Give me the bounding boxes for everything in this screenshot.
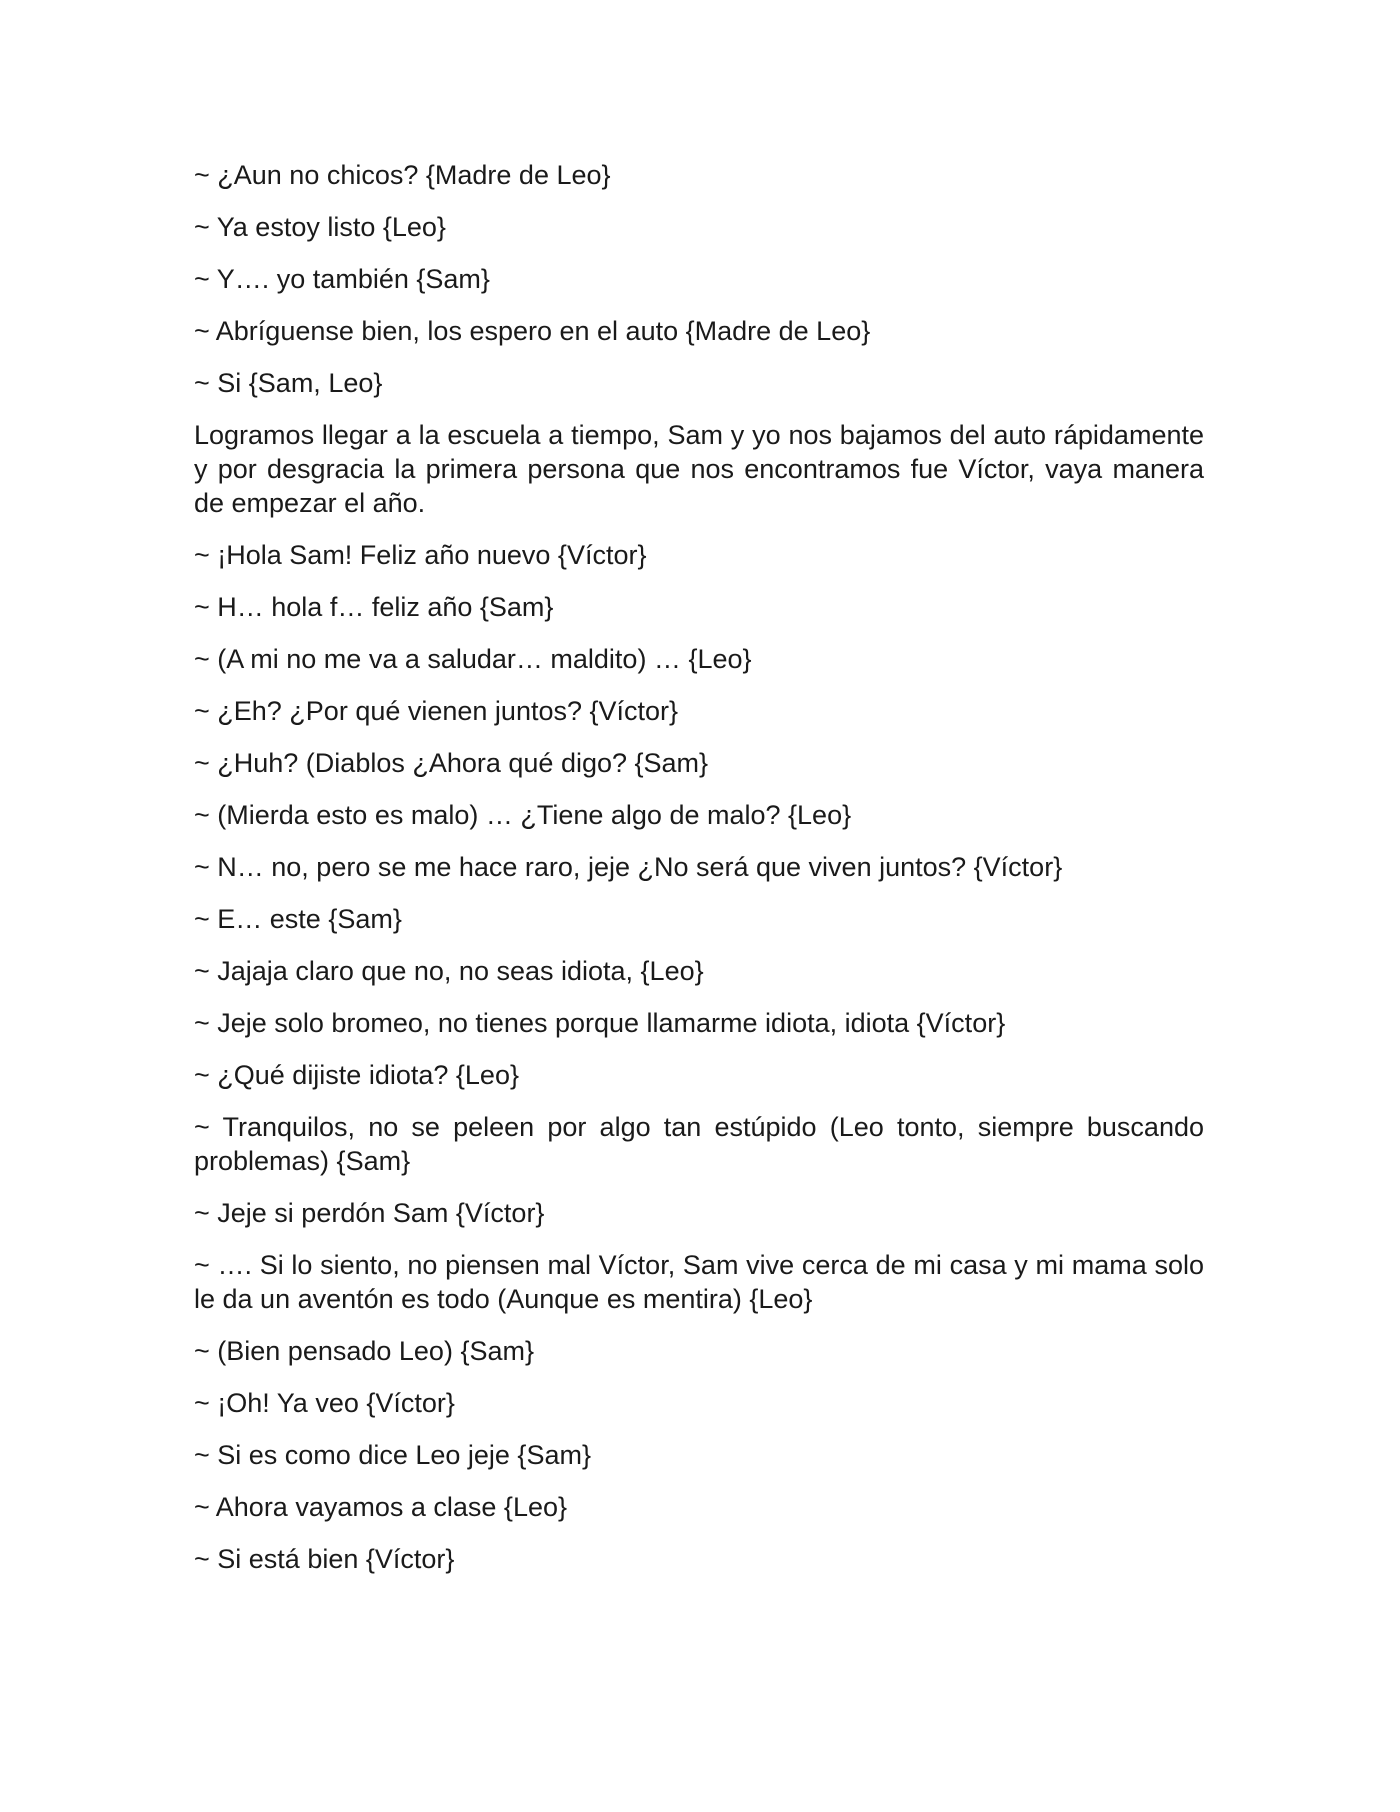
dialogue-line: ~ Jeje solo bromeo, no tienes porque llamarme idiota, idiota {Víctor} — [194, 1008, 1006, 1038]
dialogue-line: ~ ¡Hola Sam! Feliz año nuevo {Víctor} — [194, 540, 647, 570]
document-body — [194, 158, 1204, 1594]
dialogue-line: ~ ¡Oh! Ya veo {Víctor} — [194, 1388, 455, 1418]
dialogue-line: ~ Si está bien {Víctor} — [194, 1544, 455, 1574]
dialogue-line: ~ ¿Qué dijiste idiota? {Leo} — [194, 1060, 519, 1090]
dialogue-line: ~ Jeje si perdón Sam {Víctor} — [194, 1198, 545, 1228]
dialogue-line: ~ E… este {Sam} — [194, 904, 402, 934]
dialogue-line: ~ (Bien pensado Leo) {Sam} — [194, 1336, 534, 1366]
dialogue-line: ~ Tranquilos, no se peleen por algo tan estúpido (Leo tonto, siempre buscando problemas) {Sam} — [194, 1112, 1204, 1176]
dialogue-line: ~ ¿Huh? (Diablos ¿Ahora qué digo? {Sam} — [194, 748, 709, 778]
dialogue-line: ~ ¿Aun no chicos? {Madre de Leo} — [194, 160, 611, 190]
dialogue-line: ~ H… hola f… feliz año {Sam} — [194, 592, 554, 622]
dialogue-line: ~ (A mi no me va a saludar… maldito) … {Leo} — [194, 644, 752, 674]
dialogue-line: ~ N… no, pero se me hace raro, jeje ¿No será que viven juntos? {Víctor} — [194, 852, 1063, 882]
dialogue-line: ~ Si es como dice Leo jeje {Sam} — [194, 1440, 591, 1470]
dialogue-line: ~ Abríguense bien, los espero en el auto {Madre de Leo} — [194, 316, 871, 346]
dialogue-line: ~ Y…. yo también {Sam} — [194, 264, 490, 294]
dialogue-line: ~ Si {Sam, Leo} — [194, 368, 383, 398]
dialogue-line: ~ ¿Eh? ¿Por qué vienen juntos? {Víctor} — [194, 696, 679, 726]
dialogue-line: ~ (Mierda esto es malo) … ¿Tiene algo de malo? {Leo} — [194, 800, 852, 830]
dialogue-line: ~ Ya estoy listo {Leo} — [194, 212, 446, 242]
dialogue-line: ~ …. Si lo siento, no piensen mal Víctor, Sam vive cerca de mi casa y mi mama solo le da un aventón es todo (Aunque es mentira) {Leo} — [194, 1250, 1204, 1314]
dialogue-line: ~ Ahora vayamos a clase {Leo} — [194, 1492, 568, 1522]
narration-paragraph: Logramos llegar a la escuela a tiempo, Sam y yo nos bajamos del auto rápidamente y por desgracia la primera persona que nos encontramos fue Víctor, vaya manera de empezar el año. — [194, 420, 1204, 518]
dialogue-line: ~ Jajaja claro que no, no seas idiota, {Leo} — [194, 956, 704, 986]
